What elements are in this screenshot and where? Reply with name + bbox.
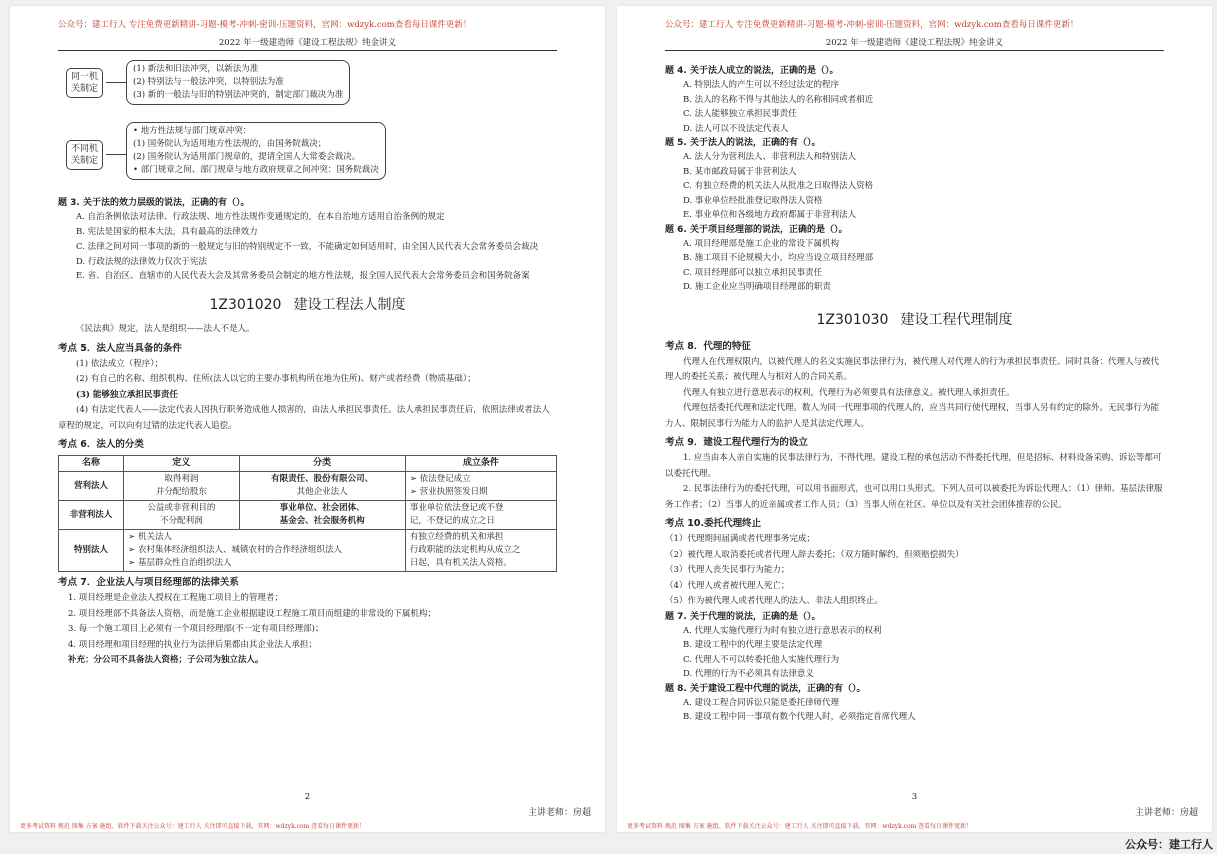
question-4-option: C. 法人能够独立承担民事责任 [683, 109, 797, 119]
key-point-10-title: 考点 10.委托代理终止 [665, 518, 762, 529]
question-3-option: C. 法律之间对同一事项的新的一般规定与旧的特别规定不一致，不能确定如何适用时，由全国人民代表大会常务委员会裁决 [76, 241, 539, 252]
key-point-5-item: (4) 有法定代表人——法定代表人因执行职务造成他人损害的，由法人承担民事责任。法人承担民事责任后，依照法律或者法人章程的规定，可以向有过错的法定代表人追偿。 [58, 405, 550, 431]
question-7-title: 题 7. 关于代理的说法，正确的是（）。 [665, 611, 821, 622]
question-5-option: C. 有独立经费的机关法人从批准之日取得法人资格 [683, 181, 874, 191]
header-promo: 公众号：建工行人 专注免费更新精讲-习题-模考-冲刺-密训-压题资料，官网：wdzyk.com查看每日课件更新！ [665, 20, 1079, 30]
question-6-option: C. 项目经理部可以独立承担民事责任 [683, 267, 823, 278]
page-number: 3 [911, 792, 918, 802]
question-3-option: B. 宪法是国家的根本大法，具有最高的法律效力 [76, 227, 258, 237]
question-4-title: 题 4. 关于法人成立的说法，正确的是（）。 [665, 66, 839, 76]
diagram-tag: 不同机 关制定 [66, 140, 103, 170]
key-point-8-title: 考点 8．代理的特征 [665, 340, 751, 352]
diagram-tag: 同一机 关制定 [66, 68, 103, 98]
question-7-option: A. 代理人实施代理行为时有独立进行意思表示的权利 [683, 625, 882, 636]
question-7-option: B. 建设工程中的代理主要是法定代理 [683, 640, 823, 650]
table-cell: 营利法人 [59, 472, 124, 501]
question-5-option: D. 事业单位经批准登记取得法人资格 [683, 195, 823, 206]
question-6-option: B. 施工项目不论规模大小，均应当设立项目经理部 [683, 253, 874, 263]
key-point-10-item: （2）被代理人取消委托或者代理人辞去委托；（双方随时解约，但须赔偿损失） [665, 549, 964, 560]
key-point-10-item: （5）作为被代理人或者代理人的法人、非法人组织终止。 [665, 596, 883, 606]
key-point-9-paragraph: 1. 应当由本人亲自实施的民事法律行为，不得代理。建设工程的承包活动不得委托代理，但是招标、材料设备采购、诉讼等都可以委托代理。 [665, 453, 1162, 479]
question-8-option: A. 建设工程合同诉讼只能是委托律师代理 [683, 697, 840, 708]
table-cell: 事业单位依法登记或不登 记，不登记的成立之日 [405, 501, 556, 530]
page-number: 2 [304, 792, 311, 802]
key-point-9-paragraph: 2. 民事法律行为的委托代理，可以用书面形式，也可以用口头形式。下列人员可以被委托为诉讼代理人：（1）律师、基层法律服务工作者；（2）当事人的近亲属或者工作人员；（3）当事人所在社区、单位以及有关社会团体推荐的公民。 [665, 484, 1163, 510]
legal-person-classification-table [58, 455, 557, 572]
conflict-diagram-different-authority [58, 122, 557, 192]
header-doc-title: 2022 年一级建造师《建设工程法规》纯金讲义 [58, 36, 557, 51]
question-5-option: E. 事业单位和各级地方政府都属于非营利法人 [683, 210, 857, 220]
key-point-6-title: 考点 6．法人的分类 [58, 439, 144, 450]
question-6-title: 题 6. 关于项目经理部的说法，正确的是（）。 [665, 224, 848, 235]
key-point-7-item: 补充：分公司不具备法人资格；子公司为独立法人。 [68, 655, 264, 665]
table-header: 名称 [59, 456, 124, 472]
key-point-5-title: 考点 5．法人应当具备的条件 [58, 342, 182, 354]
question-8-title: 题 8. 关于建设工程中代理的说法，正确的有（）。 [665, 683, 866, 694]
table-cell: 公益或非营利目的 不分配利润 [124, 501, 239, 530]
table-header: 成立条件 [405, 456, 556, 472]
question-7-option: C. 代理人不可以转委托他人实施代理行为 [683, 654, 840, 665]
footer-promo: 更多考试资料 规范 图集 方案 施组、软件下载关注公众号：建工行人 关注即可直接下载，官网：wdzyk.com 查看每日课件更新！ [627, 823, 973, 830]
question-5-option: B. 某市邮政局属于非营利法人 [683, 166, 797, 177]
conflict-diagram-same-authority [58, 56, 557, 118]
lecturer-name: 主讲老师：房超 [1134, 808, 1198, 818]
question-8-option: B. 建设工程中同一事项有数个代理人时，必须指定首席代理人 [683, 712, 916, 722]
question-4-option: D. 法人可以不设法定代表人 [683, 123, 789, 134]
table-header: 分类 [239, 456, 405, 472]
section-title: 1Z301030 建设工程代理制度 [816, 311, 1013, 328]
document-page-left [10, 6, 605, 832]
diagram-rules: (1) 新法和旧法冲突，以新法为准 (2) 特别法与一般法冲突，以特别法为准 (3) 新的一般法与旧的特别法冲突的，制定部门裁决为准 [126, 60, 350, 105]
table-row [59, 530, 557, 572]
question-4-option: B. 法人的名称不得与其他法人的名称相同或者相近 [683, 94, 874, 105]
key-point-8-paragraph: 代理人有独立进行意思表示的权利，代理行为必须要具有法律意义。被代理人承担责任。 [683, 387, 1015, 398]
question-3-option: D. 行政法规的法律效力仅次于宪法 [76, 256, 207, 267]
table-row [59, 472, 557, 501]
key-point-9-title: 考点 9．建设工程代理行为的设立 [665, 437, 808, 448]
question-5-option: A. 法人分为营利法人、非营利法人和特别法人 [683, 152, 857, 162]
question-5-title: 题 5. 关于法人的说法，正确的有（）。 [665, 138, 821, 148]
table-cell: ➢ 机关法人 ➢ 农村集体经济组织法人、城镇农村的合作经济组织法人 ➢ 基层群众性自治组织法人 [124, 530, 406, 572]
key-point-8-paragraph: 代理人在代理权限内，以被代理人的名义实施民事法律行为，被代理人对代理人的行为承担民事责任。同时具备：代理人与被代理人的委托关系；被代理人与相对人的合同关系。 [665, 356, 1160, 382]
header-doc-title: 2022 年一级建造师《建设工程法规》纯金讲义 [665, 36, 1164, 51]
key-point-5-item: (1) 依法成立（程序）； [76, 358, 163, 369]
key-point-10-item: （1）代理期间届满或者代理事务完成； [665, 534, 815, 544]
question-3-option: E. 省、自治区、直辖市的人民代表大会及其常务委员会制定的地方性法规，报全国人民代表大会常务委员会和国务院备案 [76, 271, 530, 281]
key-point-10-item: （3）代理人丧失民事行为能力； [665, 565, 790, 575]
table-cell: 非营利法人 [59, 501, 124, 530]
key-point-7-title: 考点 7．企业法人与项目经理部的法律关系 [58, 577, 239, 588]
footer-promo: 更多考试资料 规范 图集 方案 施组、软件下载关注公众号：建工行人 关注即可直接下载，官网：wdzyk.com 查看每日课件更新！ [20, 823, 366, 830]
question-3-title: 题 3. 关于法的效力层级的说法，正确的有（）。 [58, 198, 250, 208]
question-3-option: A. 自治条例依法对法律、行政法规、地方性法规作变通规定的，在本自治地方适用自治条例的规定 [76, 212, 445, 222]
page-body [665, 64, 1164, 725]
question-6-option: D. 施工企业应当明确项目经理部的职责 [683, 282, 831, 292]
intro-text: 《民法典》规定，法人是组织——法人不是人。 [76, 324, 255, 334]
key-point-7-item: 2. 项目经理部不具备法人资格，而是施工企业根据建设工程施工项目而组建的非常设的下属机构； [68, 608, 436, 619]
table-cell: 事业单位、社会团体、 基金会、社会服务机构 [239, 501, 405, 530]
wechat-watermark: 公众号：建工行人 [1125, 838, 1213, 851]
table-header: 定义 [124, 456, 239, 472]
header-promo: 公众号：建工行人 专注免费更新精讲-习题-模考-冲刺-密训-压题资料，官网：wdzyk.com查看每日课件更新！ [58, 20, 472, 30]
table-cell: 有限责任、股份有限公司、 其他企业法人 [239, 472, 405, 501]
key-point-5-item: (3) 能够独立承担民事责任 [76, 389, 178, 400]
question-7-option: D. 代理的行为不必须具有法律意义 [683, 669, 814, 679]
table-cell: 有独立经费的机关和承担 行政职能的法定机构从成立之 日起，具有机关法人资格。 [405, 530, 556, 572]
document-page-right [617, 6, 1212, 832]
key-point-10-item: （4）代理人或者被代理人死亡； [665, 580, 790, 591]
key-point-5-item: (2) 有自己的名称、组织机构、住所(法人以它的主要办事机构所在地为住所)、财产或者经费（物质基础）； [76, 374, 476, 384]
question-6-option: A. 项目经理部是施工企业的常设下属机构 [683, 238, 840, 249]
diagram-rules: • 地方性法规与部门规章冲突： (1) 国务院认为适用地方性法规的，由国务院裁决； (2) 国务院认为适用部门规章的，提请全国人大常委会裁决。 • 部门规章之间、部门规章与地方政府规章之间冲突：国务院裁决 [126, 122, 386, 180]
key-point-7-item: 3. 每一个施工项目上必须有一个项目经理部(不一定有项目经理部)； [68, 624, 324, 634]
key-point-7-item: 4. 项目经理和项目经理的执业行为法律后果都由其企业法人承担； [68, 639, 317, 650]
page-body [58, 56, 557, 669]
table-cell: 取得利润 并分配给股东 [124, 472, 239, 501]
table-cell: ➢ 依法登记成立 ➢ 营业执照签发日期 [405, 472, 556, 501]
section-title: 1Z301020 建设工程法人制度 [209, 297, 406, 313]
key-point-8-paragraph: 代理包括委托代理和法定代理。数人为同一代理事项的代理人的，应当共同行使代理权，当事人另有约定的除外。无民事行为能力人、限制民事行为能力人的监护人是其法定代理人。 [665, 403, 1160, 429]
table-cell: 特别法人 [59, 530, 124, 572]
lecturer-name: 主讲老师：房超 [527, 808, 591, 818]
table-row [59, 501, 557, 530]
question-4-option: A. 特别法人的产生可以不经过法定的程序 [683, 80, 840, 90]
key-point-7-item: 1. 项目经理是企业法人授权在工程施工项目上的管理者； [68, 593, 283, 603]
